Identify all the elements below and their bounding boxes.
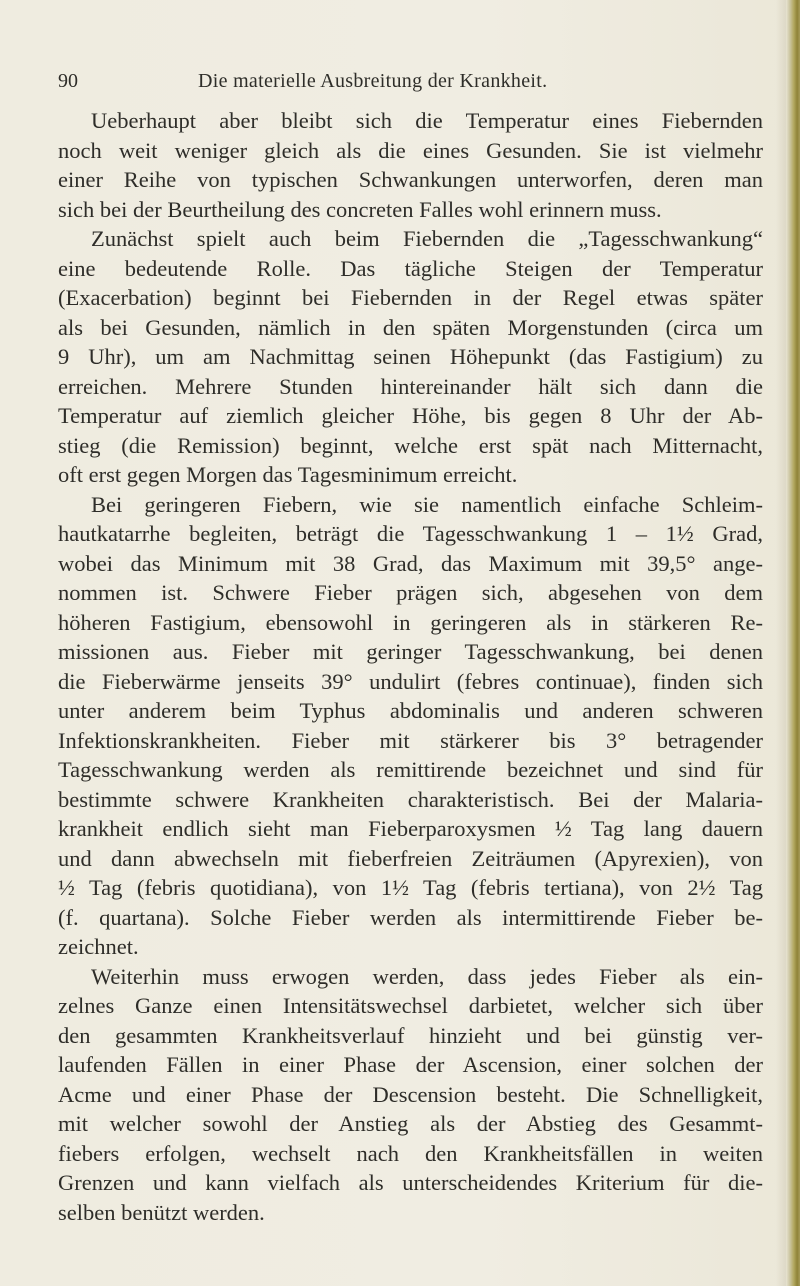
text-line: (Exacerbation) beginnt bei Fiebernden in der Regel etwas später <box>58 285 763 310</box>
text-line: 9 Uhr), um am Nachmittag seinen Höhepunkt (das Fastigium) zu <box>58 344 763 369</box>
text-line: stieg (die Remission) beginnt, welche erst spät nach Mitternacht, <box>58 432 763 458</box>
text-line: mit welcher sowohl der Anstieg als der Abstieg des Gesammt- <box>58 1111 763 1136</box>
text-line: Acme und einer Phase der Descension besteht. Die Schnelligkeit, <box>58 1081 763 1107</box>
text-line: unter anderem beim Typhus abdominalis und anderen schweren <box>58 698 763 723</box>
text-line: Weiterhin muss erwogen werden, dass jedes Fieber als ein- <box>91 963 763 989</box>
text-line: Infektionskrankheiten. Fieber mit stärkerer bis 3° betragender <box>58 727 763 753</box>
text-line: selben benützt werden. <box>58 1199 265 1225</box>
text-line: missionen aus. Fieber mit geringer Tagesschwankung, bei denen <box>58 639 763 664</box>
text-line: nommen ist. Schwere Fieber prägen sich, abgesehen von dem <box>58 580 763 605</box>
text-line: einer Reihe von typischen Schwankungen unterworfen, deren man <box>58 167 763 192</box>
text-line: und dann abwechseln mit fieberfreien Zeiträumen (Apyrexien), von <box>58 845 763 871</box>
running-title: Die materielle Ausbreitung der Krankheit. <box>198 70 548 92</box>
text-line: Temperatur auf ziemlich gleicher Höhe, bis gegen 8 Uhr der Ab- <box>58 403 763 428</box>
text-line: bestimmte schwere Krankheiten charakteristisch. Bei der Malaria- <box>58 786 763 812</box>
text-line: krankheit endlich sieht man Fieberparoxysmen ½ Tag lang dauern <box>58 816 763 841</box>
text-line: zeichnet. <box>58 934 139 959</box>
text-line: oft erst gegen Morgen das Tagesminimum erreicht. <box>58 462 518 487</box>
text-line: fiebers erfolgen, wechselt nach den Krankheitsfällen in weiten <box>58 1140 763 1166</box>
text-line: Grenzen und kann vielfach als unterscheidendes Kriterium für die- <box>58 1170 763 1195</box>
text-line: die Fieberwärme jenseits 39° undulirt (febres continuae), finden sich <box>58 668 763 694</box>
text-line: erreichen. Mehrere Stunden hintereinander hält sich dann die <box>58 373 763 399</box>
page-edge-shadow <box>776 0 786 1286</box>
running-header <box>58 66 758 96</box>
text-line: Bei geringeren Fiebern, wie sie namentlich einfache Schleim- <box>91 491 763 517</box>
page-number: 90 <box>58 70 78 92</box>
text-line: Tagesschwankung werden als remittirende bezeichnet und sind für <box>58 757 763 782</box>
text-line: sich bei der Beurtheilung des concreten Falles wohl erinnern muss. <box>58 196 662 222</box>
text-line: eine bedeutende Rolle. Das tägliche Steigen der Temperatur <box>58 255 763 281</box>
text-line: ½ Tag (febris quotidiana), von 1½ Tag (febris tertiana), von 2½ Tag <box>58 875 763 900</box>
text-line: als bei Gesunden, nämlich in den späten Morgenstunden (circa um <box>58 314 763 340</box>
text-line: laufenden Fällen in einer Phase der Ascension, einer solchen der <box>58 1052 763 1077</box>
text-line: noch weit weniger gleich als die eines Gesunden. Sie ist vielmehr <box>58 137 763 163</box>
page-edge-binding <box>786 0 800 1286</box>
text-line: zelnes Ganze einen Intensitätswechsel darbietet, welcher sich über <box>58 993 763 1018</box>
text-line: (f. quartana). Solche Fieber werden als intermittirende Fieber be- <box>58 904 763 930</box>
text-line: wobei das Minimum mit 38 Grad, das Maximum mit 39,5° ange- <box>58 550 763 576</box>
text-line: hautkatarrhe begleiten, beträgt die Tagesschwankung 1 – 1½ Grad, <box>58 521 763 546</box>
text-line: Zunächst spielt auch beim Fiebernden die „Tagesschwankung“ <box>91 226 763 251</box>
text-line: höheren Fastigium, ebensowohl in geringeren als in stärkeren Re- <box>58 609 763 635</box>
text-line: den gesammten Krankheitsverlauf hinzieht und bei günstig ver- <box>58 1022 763 1048</box>
body-text <box>58 106 763 1227</box>
text-line: Ueberhaupt aber bleibt sich die Temperatur eines Fiebernden <box>91 108 763 133</box>
